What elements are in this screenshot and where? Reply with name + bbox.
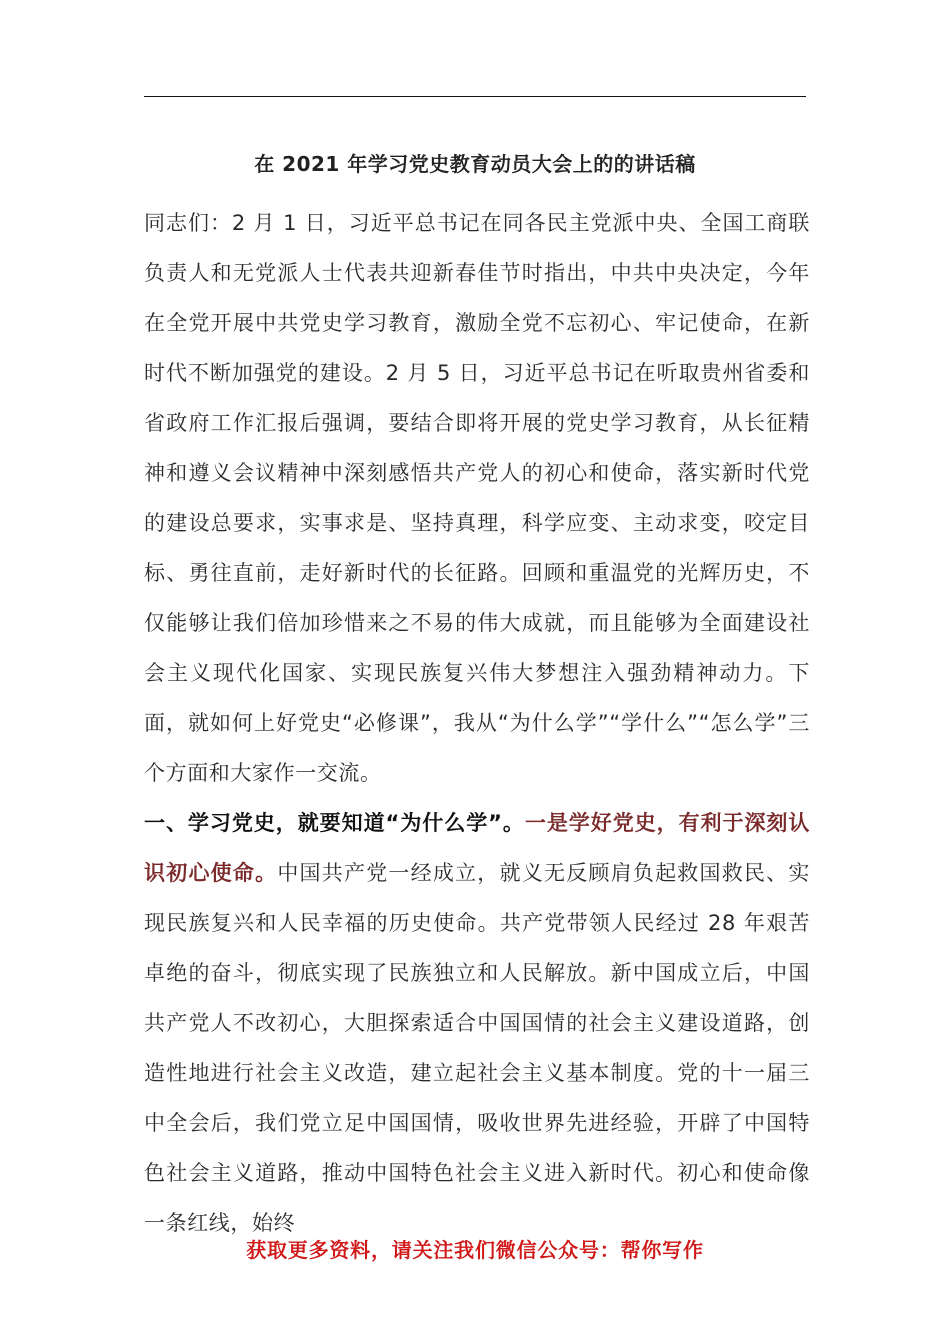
header-divider — [144, 96, 806, 97]
opening-paragraph: 同志们：2 月 1 日，习近平总书记在同各民主党派中央、全国工商联负责人和无党派人士代表共迎新春佳节时指出，中共中央决定，今年在全党开展中共党史学习教育，激励全党不忘初心、牢记使命，在新时代不断加强党的建设。2 月 5 日，习近平总书记在听取贵州省委和省政府工作汇报后强调，要结合即将开展的党史学习教育，从长征精神和遵义会议精神中深刻感悟共产党人的初心和使命，落实新时代党的建设总要求，实事求是、坚持真理，科学应变、主动求变，咬定目标、勇往直前，走好新时代的长征路。回顾和重温党的光辉历史，不仅能够让我们倍加珍惜来之不易的伟大成就，而且能够为全面建设社会主义现代化国家、实现民族复兴伟大梦想注入强劲精神动力。下面，就如何上好党史“必修课”，我从“为什么学”“学什么”“怎么学”三个方面和大家作一交流。 — [144, 211, 810, 785]
section-1-heading: 一、学习党史，就要知道“为什么学”。 — [144, 811, 525, 835]
section-1-point-heading: 一是学好党史，有利于深刻认识初心使命。 — [144, 811, 810, 885]
footer-promo-text: 获取更多资料，请关注我们微信公众号：帮你写作 — [246, 1238, 704, 1262]
section-1-paragraph — [144, 798, 810, 1248]
document-title: 在 2021 年学习党史教育动员大会上的的讲话稿 — [254, 152, 696, 177]
section-1-text: 中国共产党一经成立，就义无反顾肩负起救国救民、实现民族复兴和人民幸福的历史使命。共产党带领人民经过 28 年艰苦卓绝的奋斗，彻底实现了民族独立和人民解放。新中国成立后，中国共产党人不改初心，大胆探索适合中国国情的社会主义建设道路，创造性地进行社会主义改造，建立起社会主义基本制度。党的十一届三中全会后，我们党立足中国国情，吸收世界先进经验，开辟了中国特色社会主义道路，推动中国特色社会主义进入新时代。初心和使命像一条红线，始终 — [144, 861, 810, 1235]
